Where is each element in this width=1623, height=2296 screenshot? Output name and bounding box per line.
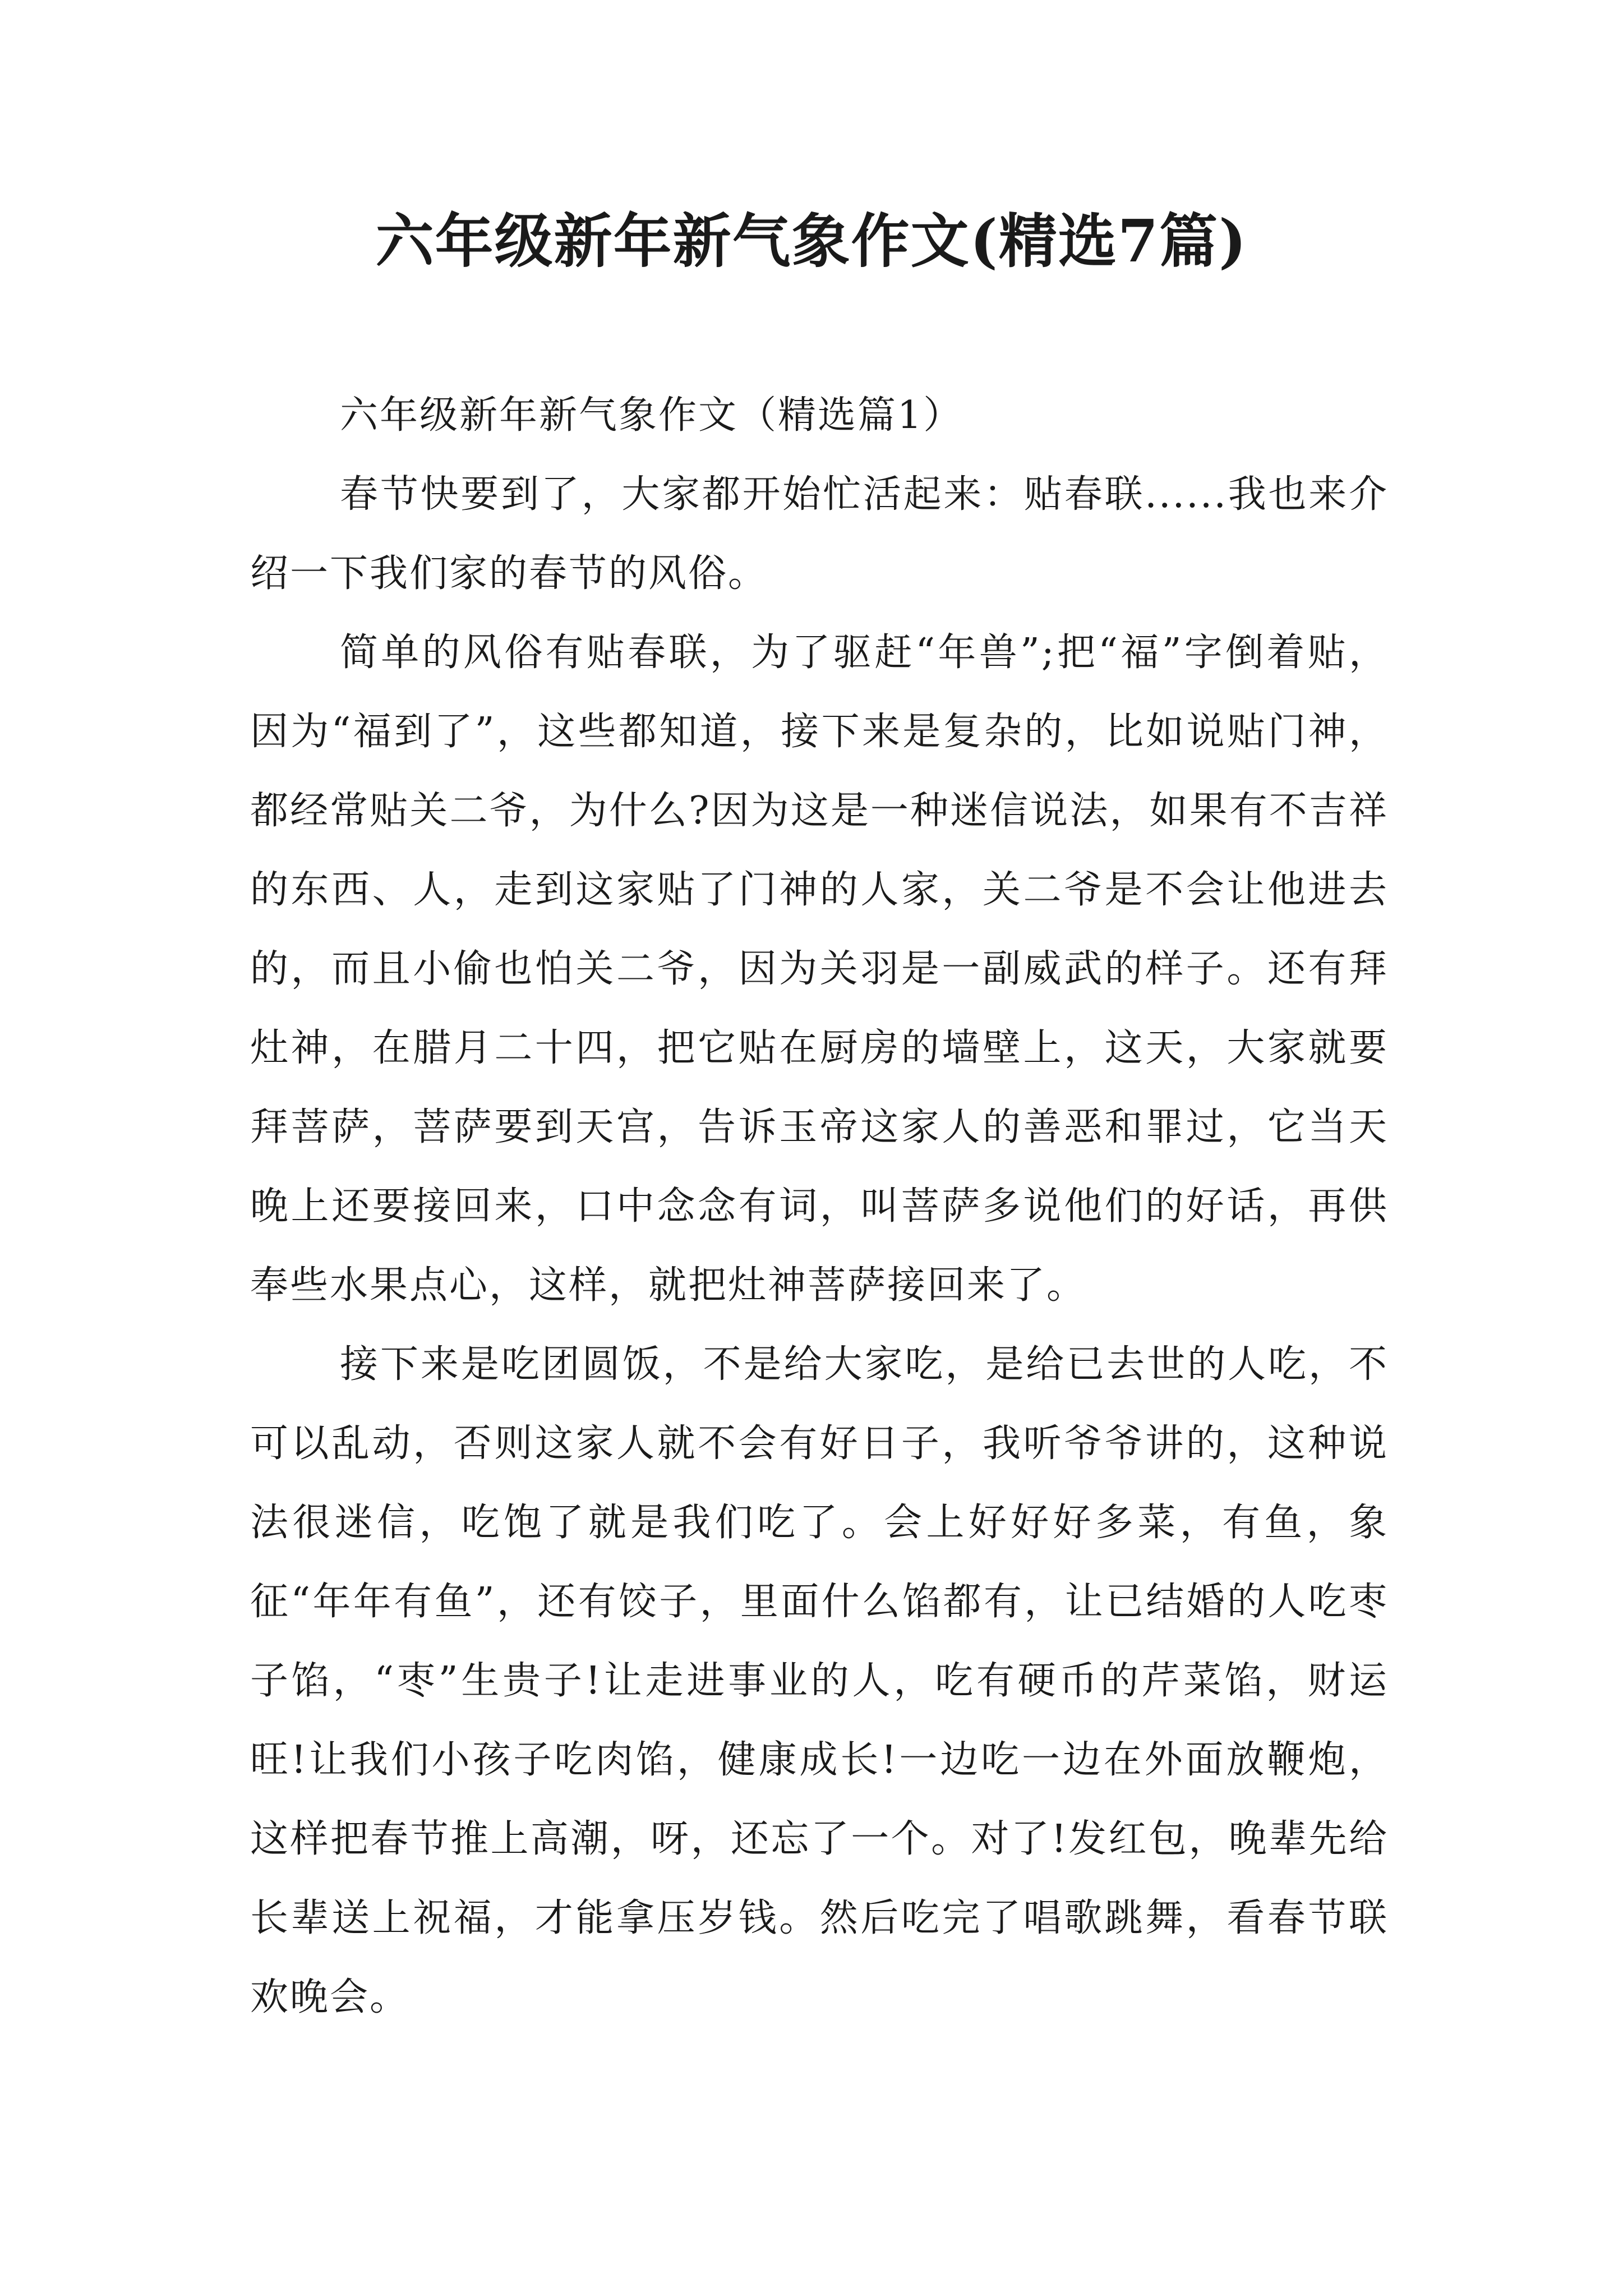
paragraph-2: 简单的风俗有贴春联，为了驱赶“年兽”;把“福”字倒着贴，因为“福到了”，这些都知道，接下来是复杂的，比如说贴门神，都经常贴关二爷，为什么?因为这是一种迷信说法，如果有不吉祥的东西、人，走到这家贴了门神的人家，关二爷是不会让他进去的，而且小偷也怕关二爷，因为关羽是一副威武的样子。还有拜灶神，在腊月二十四，把它贴在厨房的墙壁上，这天，大家就要拜菩萨，菩萨要到天宫，告诉玉帝这家人的善恶和罪过，它当天晚上还要接回来，口中念念有词，叫菩萨多说他们的好话，再供奉些水果点心，这样，就把灶神菩萨接回来了。: [250, 631, 1389, 1308]
document-title: 六年级新年新气象作文(精选7篇): [375, 206, 1248, 275]
document-body: [250, 376, 1389, 2037]
paragraph-1: 春节快要到了，大家都开始忙活起来：贴春联......我也来介绍一下我们家的春节的风俗。: [250, 472, 1389, 596]
section-heading: 六年级新年新气象作文（精选篇1）: [340, 393, 963, 438]
paragraph-3: 接下来是吃团圆饭，不是给大家吃，是给已去世的人吃，不可以乱动，否则这家人就不会有好日子，我听爷爷讲的，这种说法很迷信，吃饱了就是我们吃了。会上好好好多菜，有鱼，象征“年年有鱼”，还有饺子，里面什么馅都有，让已结婚的人吃枣子馅，“枣”生贵子!让走进事业的人，吃有硬币的芹菜馅，财运旺!让我们小孩子吃肉馅，健康成长!一边吃一边在外面放鞭炮，这样把春节推上高潮，呀，还忘了一个。对了!发红包，晚辈先给长辈送上祝福，才能拿压岁钱。然后吃完了唱歌跳舞，看春节联欢晚会。: [250, 1342, 1389, 2019]
